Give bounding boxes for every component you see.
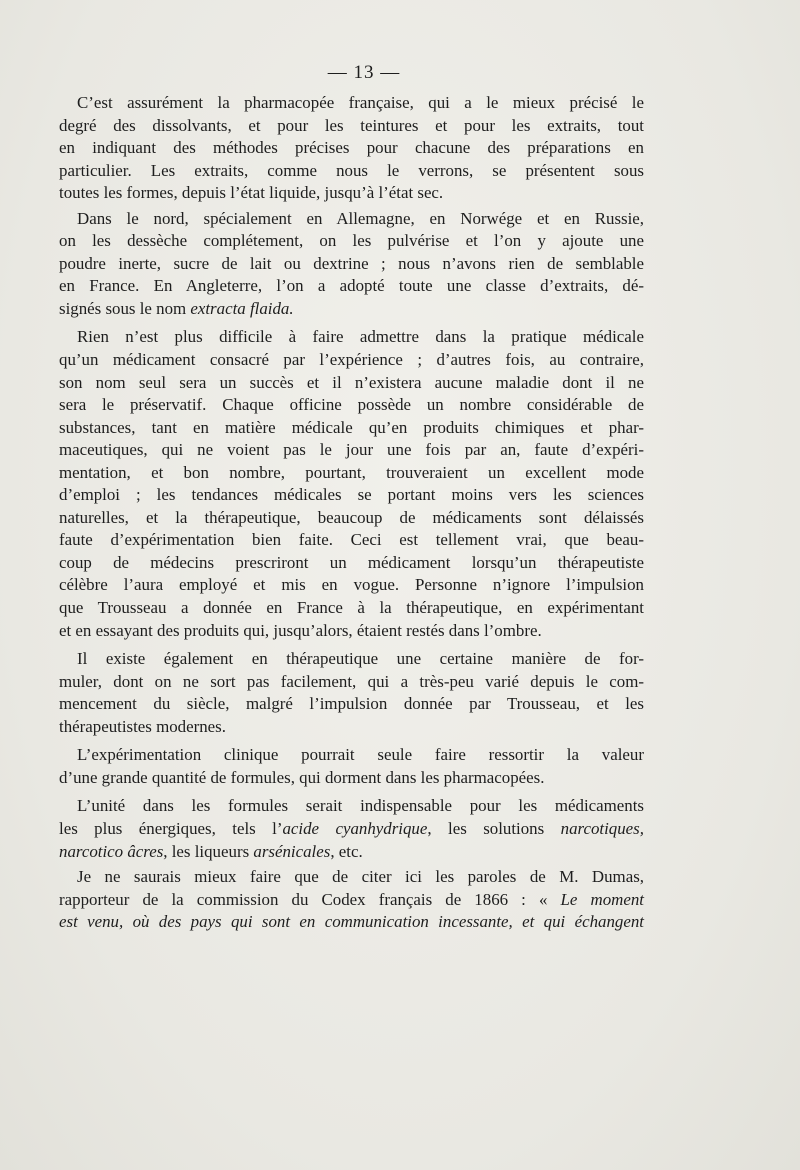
italic-quote: Le moment <box>560 889 644 909</box>
italic-term: acide cyanhydrique <box>282 818 428 838</box>
text-line: mencement du siècle, malgré l’impulsion donnée par Trousseau, et les <box>59 694 644 714</box>
text-line <box>59 818 644 841</box>
text-line: degré des dissolvants, et pour les teintures et pour les extraits, tout <box>59 115 644 135</box>
text-line: d’emploi ; les tendances médicales se portant moins vers les sciences <box>59 485 644 505</box>
text-line: et en essayant des produits qui, jusqu’alors, étaient restés dans l’ombre. <box>59 620 542 640</box>
paragraph <box>59 866 644 934</box>
text-span: rapporteur de la commission du Codex français de 1866 : « <box>59 889 561 909</box>
text-line: muler, dont on ne sort pas facilement, qui a très-peu varié depuis le com- <box>59 671 644 691</box>
page-number: — 13 — <box>327 62 401 83</box>
text-line: naturelles, et la thérapeutique, beaucoup de médicaments sont délaissés <box>59 507 644 527</box>
text-span: , les liqueurs <box>163 841 254 861</box>
text-line: maceutiques, qui ne voient pas le jour une fois par an, faute d’expéri- <box>59 440 644 460</box>
text-line: toutes les formes, depuis l’état liquide, jusqu’à l’état sec. <box>59 183 444 203</box>
italic-term: extracta flaida. <box>190 298 294 318</box>
paragraph <box>59 795 644 863</box>
text-line: Rien n’est plus difficile à faire admettre dans la pratique médicale <box>77 327 644 347</box>
italic-term: narcotico âcres <box>59 841 164 861</box>
text-line <box>59 889 644 912</box>
text-line: en France. En Angleterre, l’on a adopté toute une classe d’extraits, dé- <box>59 276 644 296</box>
text-line: particulier. Les extraits, comme nous le verrons, se présentent sous <box>59 160 644 180</box>
text-line: poudre inerte, sucre de lait ou dextrine ; nous n’avons rien de semblable <box>59 253 644 273</box>
text-line: son nom seul sera un succès et il n’existera aucune maladie dont il ne <box>59 372 644 392</box>
text-span: signés sous le nom <box>59 298 191 318</box>
text-line: L’unité dans les formules serait indispensable pour les médicaments <box>77 796 644 816</box>
text-line: qu’un médicament consacré par l’expérience ; d’autres fois, au contraire, <box>59 350 644 370</box>
paragraph <box>59 648 644 738</box>
paragraph <box>59 326 644 642</box>
italic-term: narcotiques, <box>560 818 644 838</box>
text-line: faute d’expérimentation bien faite. Ceci est tellement vrai, que beau- <box>59 530 644 550</box>
text-line: célèbre l’aura employé et mis en vogue. Personne n’ignore l’impulsion <box>59 575 644 595</box>
text-line: Dans le nord, spécialement en Allemagne, en Norwége et en Russie, <box>77 208 644 228</box>
italic-term: arsénicales <box>253 841 331 861</box>
text-line: substances, tant en matière médicale qu’en produits chimiques et phar- <box>59 417 644 437</box>
body-text <box>59 92 644 937</box>
text-span: , les solutions <box>427 818 561 838</box>
paragraph <box>59 92 644 205</box>
text-line: Je ne saurais mieux faire que de citer ici les paroles de M. Dumas, <box>77 867 644 887</box>
paragraph <box>59 744 644 789</box>
italic-quote: est venu, où des pays qui sont en communication incessante, et qui échangent <box>59 912 644 932</box>
text-span: , etc. <box>330 841 363 861</box>
text-line <box>59 298 644 321</box>
text-line: sera le préservatif. Chaque officine possède un nombre considérable de <box>59 395 644 415</box>
paragraph <box>59 208 644 321</box>
text-line <box>59 911 644 934</box>
text-line: coup de médecins prescriront un médicament lorsqu’un thérapeutiste <box>59 552 644 572</box>
text-line: C’est assurément la pharmacopée française, qui a le mieux précisé le <box>77 93 644 112</box>
text-line: en indiquant des méthodes précises pour chacune des préparations en <box>59 138 644 158</box>
text-line: que Trousseau a donnée en France à la thérapeutique, en expérimentant <box>59 598 644 618</box>
text-span: les plus énergiques, tels l’ <box>59 818 283 838</box>
text-line: d’une grande quantité de formules, qui dorment dans les pharmacopées. <box>59 767 545 787</box>
text-line: Il existe également en thérapeutique une certaine manière de for- <box>77 649 644 669</box>
text-line: L’expérimentation clinique pourrait seule faire ressortir la valeur <box>77 745 644 765</box>
text-line: mentation, et bon nombre, pourtant, trouveraient un excellent mode <box>59 462 644 482</box>
text-line: thérapeutistes modernes. <box>59 716 226 736</box>
text-line: on les dessèche complétement, on les pulvérise et l’on y ajoute une <box>59 231 644 251</box>
text-line <box>59 841 644 864</box>
